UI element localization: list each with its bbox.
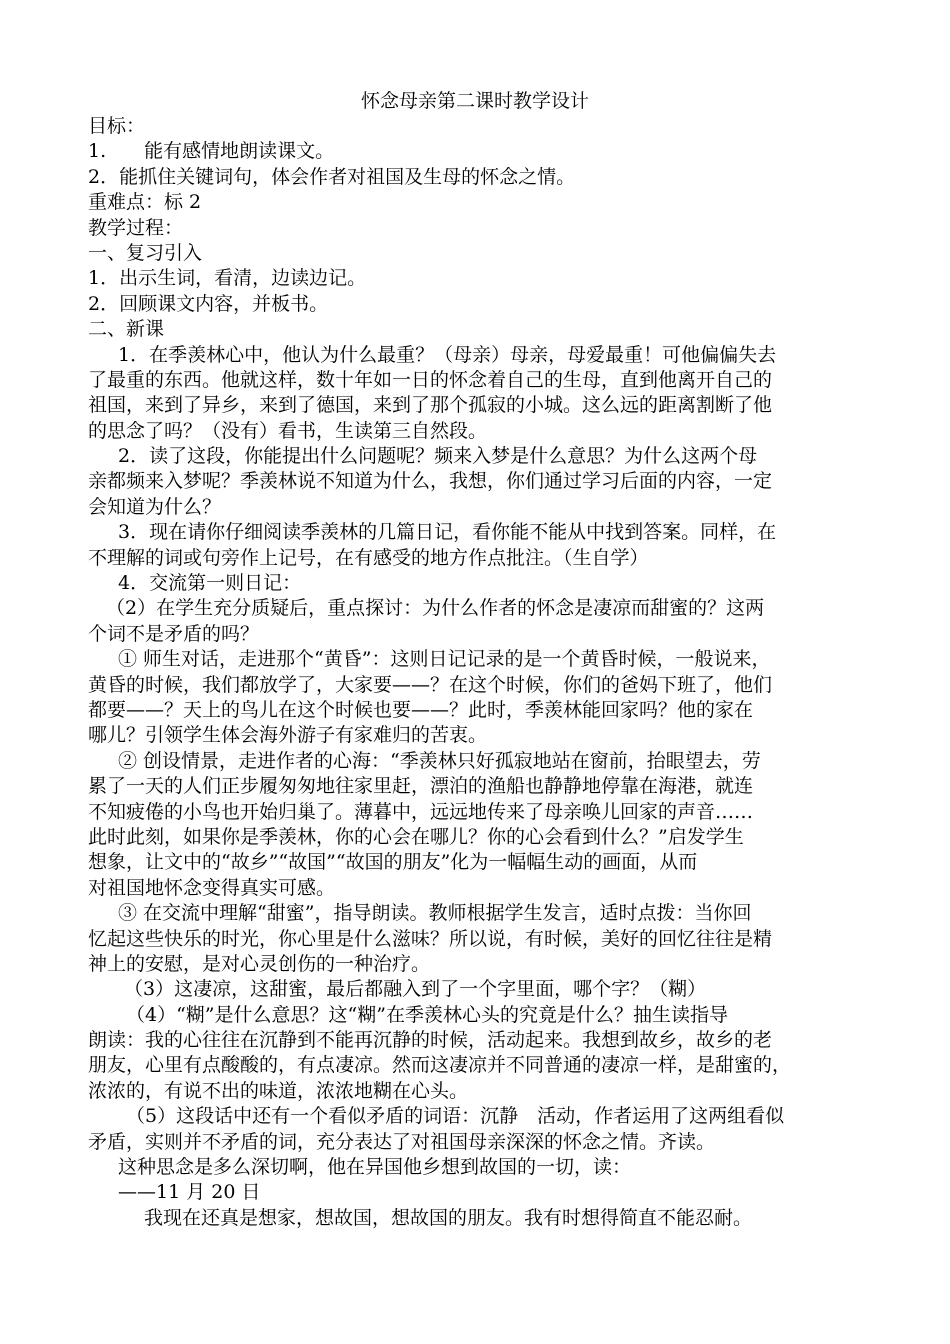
paragraph-line: 的思念了吗？（没有）看书，生读第三自然段。 [88, 419, 488, 442]
section-heading: 一、复习引入 [88, 241, 203, 264]
paragraph-line: 亲都频来入梦呢？季羡林说不知道为什么，我想，你们通过学习后面的内容，一定 [88, 470, 773, 493]
paragraph-line: （3）这凄凉，这甜蜜，最后都融入到了一个字里面，哪个字？（糊） [124, 978, 707, 1001]
text-line: 2．能抓住关键词句，体会作者对祖国及生母的怀念之情。 [88, 165, 576, 188]
text-line: 2．回顾课文内容，并板书。 [88, 292, 329, 315]
text-line: 1. 能有感情地朗读课文。 [88, 140, 335, 163]
paragraph-line: 不知疲倦的小鸟也开始归巢了。薄暮中，远远地传来了母亲唤儿回家的声音…… [88, 800, 754, 823]
paragraph-line: （4）“糊”是什么意思？这“糊”在季羡林心头的究竟是什么？抽生读指导 [126, 1003, 728, 1026]
paragraph-line: （5）这段话中还有一个看似矛盾的词语：沉静 活动，作者运用了这两组看似 [126, 1105, 785, 1128]
paragraph-line: 矛盾，实则并不矛盾的词，充分表达了对祖国母亲深深的怀念之情。齐读。 [88, 1130, 716, 1153]
paragraph-line: 4．交流第一则日记： [118, 572, 302, 595]
paragraph-line: 不理解的词或句旁作上记号，在有感受的地方作点批注。（生自学） [88, 546, 649, 569]
paragraph-line: 朗读：我的心往往在沉静到不能再沉静的时候，活动起来。我想到故乡，故乡的老 [88, 1029, 773, 1052]
paragraph-line: 此时此刻，如果你是季羡林，你的心会在哪儿？你的心会看到什么？”启发学生 [88, 825, 744, 848]
paragraph-line: （2）在学生充分质疑后，重点探讨：为什么作者的怀念是凄凉而甜蜜的？这两 [106, 597, 765, 620]
text-line: 1．出示生词，看清，边读边记。 [88, 267, 367, 290]
paragraph-line: 想象，让文中的“故乡”“故国”“故国的朋友”化为一幅幅生动的画面，从而 [88, 851, 698, 874]
paragraph-line: 累了一天的人们正步履匆匆地往家里赶，漂泊的渔船也静静地停靠在海港，就连 [88, 775, 754, 798]
paragraph-line: 哪儿？引领学生体会海外游子有家难归的苦衷。 [88, 724, 488, 747]
section-heading: 二、新课 [88, 318, 165, 341]
document-title: 怀念母亲第二课时教学设计 [360, 90, 589, 112]
paragraph-line: ② 创设情景，走进作者的心海：“季羡林只好孤寂地站在窗前，抬眼望去，劳 [118, 749, 761, 772]
paragraph-line: 个词不是矛盾的吗？ [88, 622, 260, 645]
paragraph-line: 浓浓的，有说不出的味道，浓浓地糊在心头。 [88, 1079, 469, 1102]
text-line: 目标： [88, 115, 146, 137]
diary-date: ——11 月 20 日 [118, 1181, 261, 1204]
paragraph-line: 这种思念是多么深切啊，他在异国他乡想到故国的一切，读： [118, 1156, 632, 1179]
paragraph-line: 2．读了这段，你能提出什么问题呢？频来入梦是什么意思？为什么这两个母 [118, 445, 758, 468]
paragraph-line: 都要——？天上的鸟儿在这个时候也要——？此时，季羡林能回家吗？他的家在 [88, 698, 754, 721]
paragraph-line: 祖国，来到了异乡，来到了德国，来到了那个孤寂的小城。这么远的距离割断了他 [88, 394, 773, 417]
paragraph-line: ③ 在交流中理解“甜蜜”，指导朗读。教师根据学生发言，适时点拨：当你回 [118, 902, 752, 925]
paragraph-line: 黄昏的时候，我们都放学了，大家要——？在这个时候，你们的爸妈下班了，他们 [88, 673, 773, 696]
paragraph-line: 1．在季羡林心中，他认为什么最重？（母亲）母亲，母爱最重！可他偏偏失去 [118, 343, 777, 366]
paragraph-line: 3．现在请你仔细阅读季羡林的几篇日记，看你能不能从中找到答案。同样，在 [118, 521, 777, 544]
paragraph-line: 忆起这些快乐的时光，你心里是什么滋味？所以说，有时候，美好的回忆往往是精 [88, 927, 773, 950]
diary-quote: 我现在还真是想家，想故国，想故国的朋友。我有时想得简直不能忍耐。 [144, 1206, 753, 1229]
paragraph-line: 了最重的东西。他就这样，数十年如一日的怀念着自己的生母，直到他离开自己的 [88, 368, 773, 391]
paragraph-line: 会知道为什么？ [88, 495, 222, 518]
paragraph-line: ① 师生对话，走进那个“黄昏”：这则日记记录的是一个黄昏时候，一般说来， [118, 648, 771, 671]
text-line: 重难点：标 2 [88, 191, 202, 214]
paragraph-line: 朋友，心里有点酸酸的，有点凄凉。然而这凄凉并不同普通的凄凉一样，是甜蜜的， [88, 1054, 792, 1077]
paragraph-line: 对祖国地怀念变得真实可感。 [88, 876, 336, 899]
document-body [88, 114, 862, 1231]
paragraph-line: 神上的安慰，是对心灵创伤的一种治疗。 [88, 952, 431, 975]
text-line: 教学过程： [88, 216, 184, 239]
